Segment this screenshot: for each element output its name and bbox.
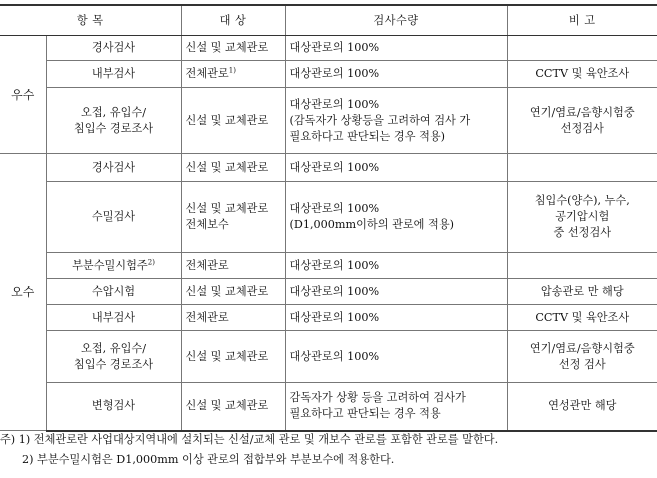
remarks-cell <box>507 279 657 305</box>
quantity-text: 필요하다고 판단되는 경우 적용 <box>289 407 441 421</box>
quantity-text: 대상관로의 100% <box>289 67 380 80</box>
table-row <box>0 88 657 154</box>
target-cell <box>181 253 285 279</box>
header-quantity: 검사수량 <box>285 5 507 36</box>
target-text: 신설 및 교체관로 <box>185 113 269 127</box>
remarks-text: 압송관로 만 해당 <box>540 284 624 298</box>
inspection-table <box>0 4 657 432</box>
remarks-text: 선정 검사 <box>558 357 606 371</box>
item-text: 수밀검사 <box>91 210 136 223</box>
target-cell <box>181 383 285 431</box>
footnote-2: 2) 부분수밀시험은 D1,000mm 이상 관로의 접합부와 부분보수에 적용한다. <box>22 453 395 466</box>
item-cell <box>46 61 181 88</box>
table-row <box>0 154 657 182</box>
quantity-text: 대상관로의 100% <box>289 160 380 174</box>
table-row <box>0 383 657 431</box>
target-cell <box>181 88 285 154</box>
quantity-cell <box>285 305 507 331</box>
item-cell <box>46 253 181 279</box>
remarks-text: CCTV 및 육안조사 <box>535 67 630 80</box>
quantity-text: 대상관로의 100% <box>289 284 380 298</box>
quantity-cell <box>285 383 507 431</box>
quantity-text: 대상관로의 100% <box>289 97 380 111</box>
item-cell <box>46 331 181 383</box>
quantity-cell <box>285 253 507 279</box>
table-row <box>0 253 657 279</box>
quantity-text: (감독자가 상황등을 고려하여 검사 가 <box>289 113 471 127</box>
target-cell <box>181 331 285 383</box>
quantity-cell <box>285 154 507 182</box>
quantity-cell <box>285 61 507 88</box>
item-cell <box>46 182 181 253</box>
remarks-cell <box>507 61 657 88</box>
table-row <box>0 36 657 61</box>
table-row <box>0 279 657 305</box>
item-text: 부분수밀시험주 <box>72 258 148 272</box>
remarks-cell <box>507 331 657 383</box>
remarks-text: 중 선정검사 <box>553 226 612 239</box>
table-header-row <box>0 5 657 36</box>
item-cell <box>46 88 181 154</box>
quantity-text: 대상관로의 100% <box>289 41 380 54</box>
quantity-text: (D1,000mm이하의 관로에 적용) <box>289 218 455 231</box>
quantity-cell <box>285 331 507 383</box>
footnote-marker: 2) <box>147 257 155 266</box>
item-text: 내부검사 <box>91 67 136 80</box>
quantity-text: 대상관로의 100% <box>289 349 380 363</box>
item-text: 침입수 경로조사 <box>73 357 154 371</box>
remarks-text: 연기/염료/음향시험중 <box>529 105 635 119</box>
quantity-text: 감독자가 상황 등을 고려하여 검사가 <box>289 391 466 405</box>
header-remarks: 비 고 <box>507 5 657 36</box>
category-sewage: 오수 <box>0 154 46 431</box>
target-text: 신설 및 교체관로 <box>185 202 269 215</box>
item-cell <box>46 36 181 61</box>
footnote-1: 주) 1) 전체관로란 사업대상지역내에 설치되는 신설/교체 관로 및 개보수 관로를 포함한 관로를 말한다. <box>0 433 499 446</box>
table-row <box>0 331 657 383</box>
table-row <box>0 61 657 88</box>
item-text: 수압시험 <box>91 284 136 298</box>
quantity-cell <box>285 88 507 154</box>
table-row <box>0 305 657 331</box>
remarks-text: 연기/염료/음향시험중 <box>529 341 635 355</box>
item-text: 침입수 경로조사 <box>73 121 154 135</box>
remarks-text: 연성관만 해당 <box>548 399 617 413</box>
target-text: 전체관로 <box>185 67 229 80</box>
header-item: 항 목 <box>0 5 181 36</box>
target-text: 신설 및 교체관로 <box>185 41 269 54</box>
remarks-cell <box>507 253 657 279</box>
target-text: 전체관로 <box>185 310 229 324</box>
remarks-cell <box>507 154 657 182</box>
item-text: 오접, 유입수/ <box>81 341 146 355</box>
quantity-text: 대상관로의 100% <box>289 310 380 324</box>
item-text: 경사검사 <box>91 41 136 54</box>
target-cell <box>181 61 285 88</box>
quantity-cell <box>285 182 507 253</box>
quantity-cell <box>285 36 507 61</box>
category-rainwater: 우수 <box>0 36 46 154</box>
remarks-cell <box>507 88 657 154</box>
item-cell <box>46 383 181 431</box>
remarks-cell <box>507 182 657 253</box>
remarks-cell <box>507 36 657 61</box>
remarks-text: 공기압시험 <box>555 210 610 223</box>
remarks-cell <box>507 383 657 431</box>
target-cell <box>181 305 285 331</box>
remarks-cell <box>507 305 657 331</box>
target-text: 신설 및 교체관로 <box>185 349 269 363</box>
item-text: 변형검사 <box>91 399 136 413</box>
remarks-text: 침입수(양수), 누수, <box>534 194 630 207</box>
remarks-text: CCTV 및 육안조사 <box>535 310 630 324</box>
remarks-text: 선정검사 <box>560 121 604 135</box>
target-text: 전체보수 <box>185 218 229 231</box>
table-row <box>0 182 657 253</box>
header-target: 대 상 <box>181 5 285 36</box>
target-text: 신설 및 교체관로 <box>185 160 269 174</box>
quantity-text: 대상관로의 100% <box>289 258 380 272</box>
footnote-marker: 1) <box>228 66 236 75</box>
item-text: 내부검사 <box>91 310 136 324</box>
target-text: 신설 및 교체관로 <box>185 284 269 298</box>
target-cell <box>181 36 285 61</box>
quantity-cell <box>285 279 507 305</box>
item-cell <box>46 279 181 305</box>
target-text: 신설 및 교체관로 <box>185 399 269 413</box>
item-cell <box>46 154 181 182</box>
target-text: 전체관로 <box>185 258 229 272</box>
item-text: 경사검사 <box>91 160 136 174</box>
item-cell <box>46 305 181 331</box>
quantity-text: 필요하다고 판단되는 경우 적용) <box>289 129 446 143</box>
target-cell <box>181 154 285 182</box>
target-cell <box>181 279 285 305</box>
item-text: 오접, 유입수/ <box>81 105 146 119</box>
quantity-text: 대상관로의 100% <box>289 202 380 215</box>
footnotes <box>0 430 657 470</box>
target-cell <box>181 182 285 253</box>
